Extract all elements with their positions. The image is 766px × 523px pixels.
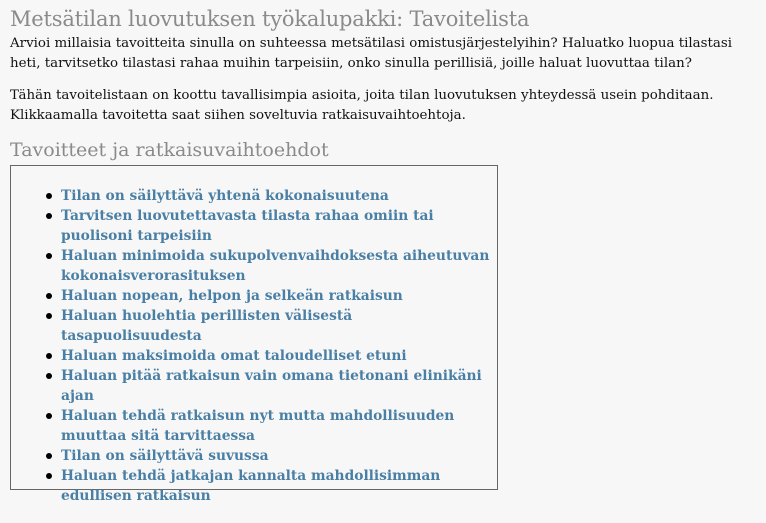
goal-item xyxy=(61,206,491,246)
goal-link[interactable]: Haluan nopean, helpon ja selkeän ratkaisun xyxy=(61,288,403,304)
bullet-icon xyxy=(46,213,52,219)
goal-link[interactable]: Haluan pitää ratkaisun vain omana tietonani elinikäni ajan xyxy=(61,368,482,404)
goal-link[interactable]: Haluan minimoida sukupolvenvaihdoksesta aiheutuvan kokonaisverorasituksen xyxy=(61,248,490,284)
goal-item xyxy=(61,186,491,206)
goal-link[interactable]: Haluan tehdä ratkaisun nyt mutta mahdollisuuden muuttaa sitä tarvittaessa xyxy=(61,408,455,444)
bullet-icon xyxy=(46,193,52,199)
goal-item xyxy=(61,286,491,306)
instructions-paragraph: Tähän tavoitelistaan on koottu tavallisimpia asioita, joita tilan luovutuksen yhteydessä usein pohditaan. Klikkaamalla tavoitetta saat siihen soveltuvia ratkaisuvaihtoehtoja. xyxy=(10,88,714,123)
goal-link[interactable]: Haluan maksimoida omat taloudelliset etuni xyxy=(61,348,407,364)
bullet-icon xyxy=(46,293,52,299)
bullet-icon xyxy=(46,253,52,259)
goal-item xyxy=(61,406,491,446)
bullet-icon xyxy=(46,353,52,359)
goal-item xyxy=(61,446,491,466)
bullet-icon xyxy=(46,413,52,419)
section-heading: Tavoitteet ja ratkaisuvaihtoehdot xyxy=(10,139,329,161)
goal-link[interactable]: Tarvitsen luovutettavasta tilasta rahaa omiin tai puolisoni tarpeisiin xyxy=(61,208,434,244)
goals-box xyxy=(10,165,498,504)
goal-item xyxy=(61,306,491,346)
goals-list xyxy=(11,186,491,506)
page-title: Metsätilan luovutuksen työkalupakki: Tavoitelista xyxy=(10,7,530,31)
bullet-icon xyxy=(46,473,52,479)
goal-link[interactable]: Tilan on säilyttävä yhtenä kokonaisuutena xyxy=(61,188,389,204)
bullet-icon xyxy=(46,453,52,459)
goal-item xyxy=(61,346,491,366)
goal-link[interactable]: Haluan tehdä jatkajan kannalta mahdollisimman edullisen ratkaisun xyxy=(61,468,441,504)
goal-link[interactable]: Haluan huolehtia perillisten välisestä tasapuolisuudesta xyxy=(61,308,353,344)
intro-paragraph: Arvioi millaisia tavoitteita sinulla on suhteessa metsätilasi omistusjärjestelyihin? Haluatko luopua tilastasi heti, tarvitsetko tilastasi rahaa muihin tarpeisiin, onko sinulla perillisiä, joille haluat luovuttaa tilan? xyxy=(10,36,733,71)
bullet-icon xyxy=(46,373,52,379)
goal-item xyxy=(61,466,491,506)
goal-item xyxy=(61,246,491,286)
goal-link[interactable]: Tilan on säilyttävä suvussa xyxy=(61,448,269,464)
bullet-icon xyxy=(46,313,52,319)
goal-item xyxy=(61,366,491,406)
